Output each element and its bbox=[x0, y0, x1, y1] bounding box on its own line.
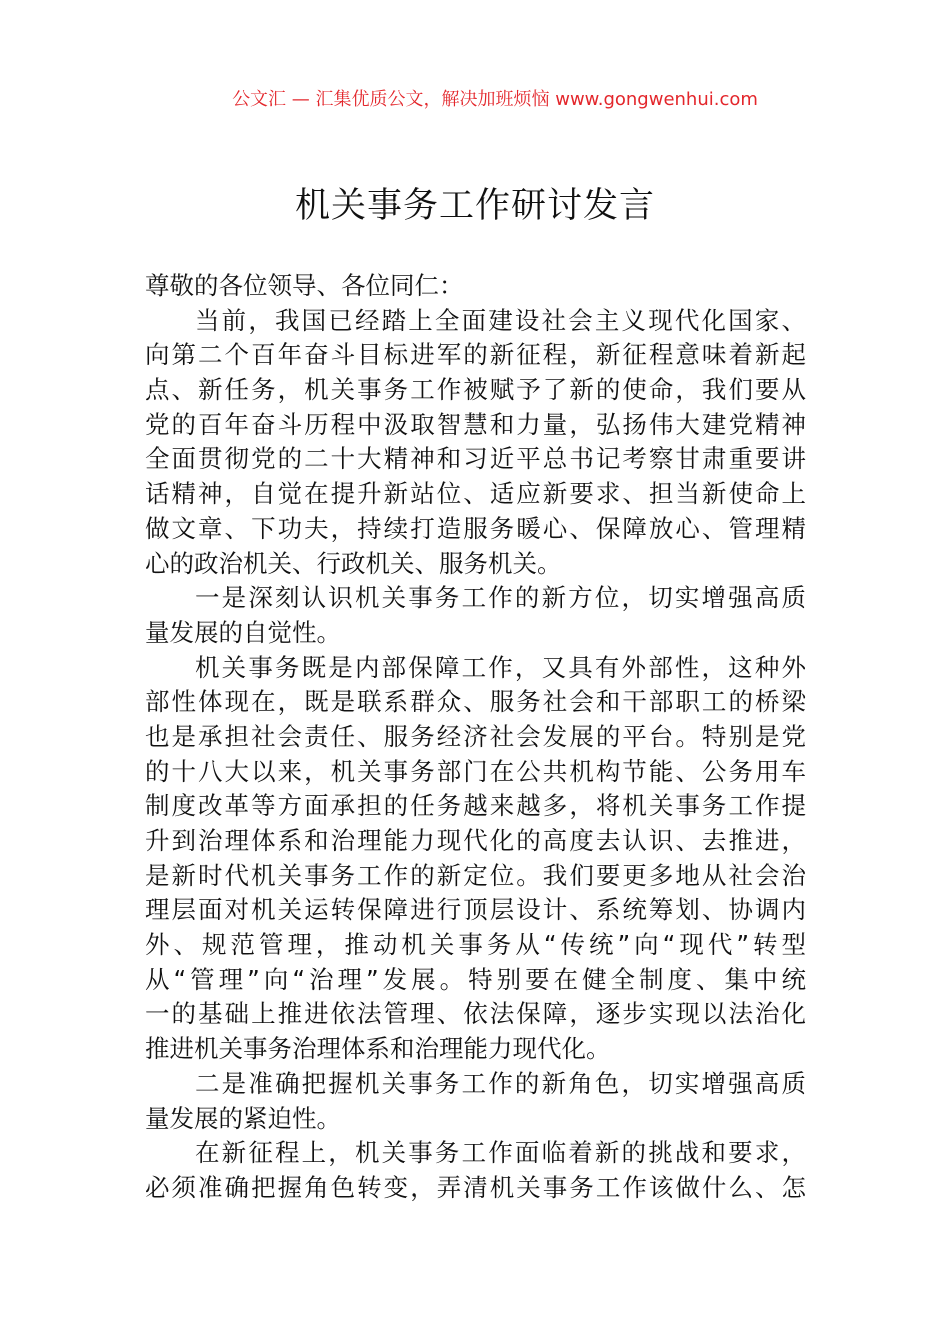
text-line: 外、规范管理，推动机关事务从“传统”向“现代”转型 bbox=[145, 930, 806, 960]
text-line: 部性体现在，既是联系群众、服务社会和干部职工的桥梁 bbox=[145, 687, 806, 717]
text-line: 从“管理”向“治理”发展。特别要在健全制度、集中统 bbox=[145, 964, 806, 994]
text-line: 量发展的紧迫性。 bbox=[145, 1103, 341, 1133]
text-line: 量发展的自觉性。 bbox=[145, 617, 341, 647]
text-line: 心的政治机关、行政机关、服务机关。 bbox=[145, 548, 562, 578]
document-body bbox=[145, 269, 806, 1206]
text-line: 向第二个百年奋斗目标进军的新征程，新征程意味着新起 bbox=[145, 340, 806, 370]
document-title: 机关事务工作研讨发言 bbox=[294, 186, 655, 226]
text-line: 一的基础上推进依法管理、依法保障，逐步实现以法治化 bbox=[145, 999, 806, 1029]
text-line: 推进机关事务治理体系和治理能力现代化。 bbox=[145, 1034, 611, 1064]
text-line: 是新时代机关事务工作的新定位。我们要更多地从社会治 bbox=[145, 860, 806, 890]
text-line: 尊敬的各位领导、各位同仁： bbox=[145, 271, 464, 300]
site-watermark-header: 公文汇 — 汇集优质公文，解决加班烦恼 www.gongwenhui.com bbox=[232, 89, 758, 110]
text-line: 二是准确把握机关事务工作的新角色，切实增强高质 bbox=[195, 1068, 806, 1098]
text-line: 必须准确把握角色转变，弄清机关事务工作该做什么、怎 bbox=[145, 1172, 806, 1202]
text-line: 点、新任务，机关事务工作被赋予了新的使命，我们要从 bbox=[145, 375, 806, 405]
text-line: 党的百年奋斗历程中汲取智慧和力量，弘扬伟大建党精神 bbox=[145, 409, 806, 439]
text-line: 的十八大以来，机关事务部门在公共机构节能、公务用车 bbox=[145, 756, 806, 786]
text-line: 理层面对机关运转保障进行顶层设计、系统筹划、协调内 bbox=[145, 895, 806, 925]
text-line: 一是深刻认识机关事务工作的新方位，切实增强高质 bbox=[195, 583, 806, 613]
text-line: 升到治理体系和治理能力现代化的高度去认识、去推进， bbox=[145, 826, 806, 855]
text-line: 做文章、下功夫，持续打造服务暖心、保障放心、管理精 bbox=[145, 513, 806, 543]
text-line: 制度改革等方面承担的任务越来越多，将机关事务工作提 bbox=[145, 791, 806, 821]
text-line: 机关事务既是内部保障工作，又具有外部性，这种外 bbox=[195, 652, 806, 682]
text-line: 在新征程上，机关事务工作面临着新的挑战和要求， bbox=[195, 1138, 806, 1168]
text-line: 全面贯彻党的二十大精神和习近平总书记考察甘肃重要讲 bbox=[145, 444, 806, 474]
text-line: 当前，我国已经踏上全面建设社会主义现代化国家、 bbox=[195, 305, 806, 335]
text-line: 也是承担社会责任、服务经济社会发展的平台。特别是党 bbox=[145, 721, 806, 751]
text-line: 话精神，自觉在提升新站位、适应新要求、担当新使命上 bbox=[145, 479, 806, 509]
